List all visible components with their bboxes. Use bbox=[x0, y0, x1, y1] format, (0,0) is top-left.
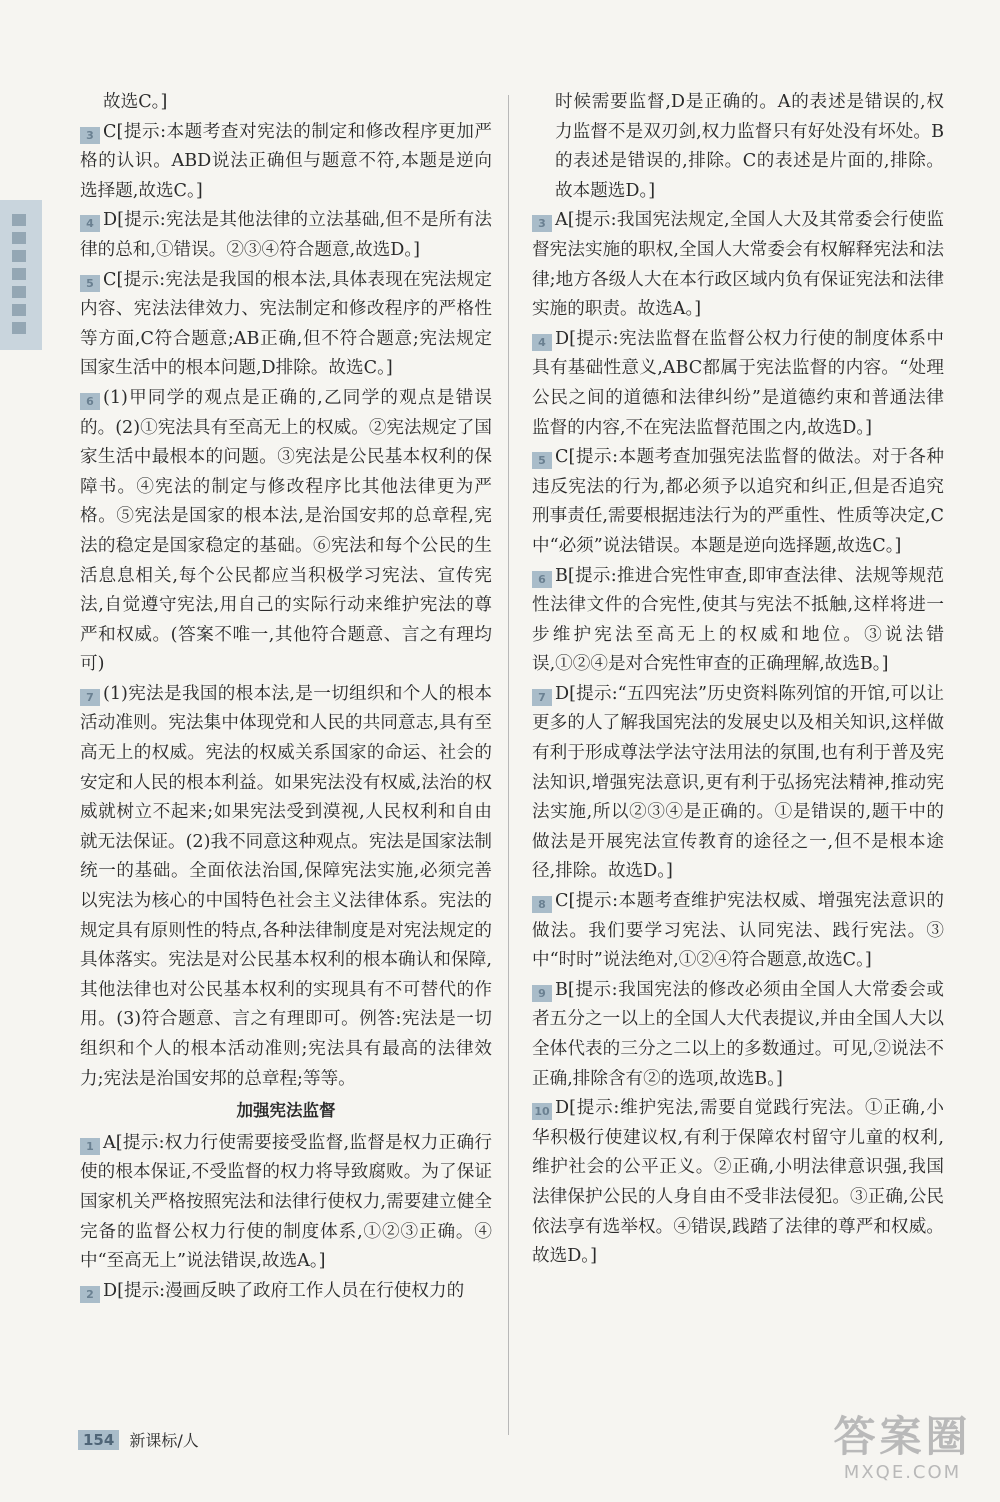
question-number-badge: 7 bbox=[532, 689, 552, 706]
sidebar-tab-stripe bbox=[12, 214, 26, 336]
answer-text: C[提示:宪法是我国的根本法,具体表现在宪法规定内容、宪法法律效力、宪法制定和修改程序的严格性等方面,C符合题意;AB正确,但不符合题意;宪法规定国家生活中的根本问题,D排除。故选C。] bbox=[80, 269, 492, 379]
answer-text: C[提示:本题考查加强宪法监督的做法。对于各种违反宪法的行为,都必须予以追究和纠正,但是否追究刑事责任,需要根据违法行为的严重性、性质等决定,C中“必须”说法错误。本题是逆向选择题,故选C。] bbox=[532, 447, 944, 556]
answer-item bbox=[532, 206, 944, 324]
question-number-badge: 7 bbox=[80, 689, 100, 706]
answer-item bbox=[532, 976, 944, 1094]
answer-text: C[提示:本题考查维护宪法权威、增强宪法意识的做法。我们要学习宪法、认同宪法、践行宪法。③中“时时”说法绝对,①②④符合题意,故选C。] bbox=[532, 891, 944, 971]
question-number-badge: 3 bbox=[80, 127, 100, 144]
answer-text: B[提示:推进合宪性审查,即审查法律、法规等规范性法律文件的合宪性,使其与宪法不抵触,这样将进一步维护宪法至高无上的权威和地位。③说法错误,①②④是对合宪性审查的正确理解,故选B。] bbox=[532, 565, 944, 675]
left-lead: 故选C。] bbox=[103, 92, 168, 112]
footer-label: 新课标/人 bbox=[129, 1431, 199, 1450]
watermark-logo bbox=[815, 1412, 990, 1494]
answer-text: D[提示:维护宪法,需要自觉践行宪法。①正确,小华积极行使建议权,有利于保障农村留守儿童的权利,维护社会的公平正义。②正确,小明法律意识强,我国法律保护公民的人身自由不受非法侵犯。③正确,公民依法享有选举权。④错误,践踏了法律的尊严和权威。故选D。] bbox=[532, 1098, 944, 1267]
answer-item bbox=[80, 680, 492, 1094]
answer-item bbox=[532, 562, 944, 680]
section-title: 加强宪法监督 bbox=[236, 1101, 336, 1121]
question-number-badge: 4 bbox=[532, 334, 552, 351]
answer-text: A[提示:权力行使需要接受监督,监督是权力正确行使的根本保证,不受监督的权力将导致腐败。为了保证国家机关严格按照宪法和法律行使权力,需要建立健全完备的监督公权力行使的制度体系,①②③正确。④中“至高无上”说法错误,故选A。] bbox=[80, 1132, 492, 1272]
answer-item bbox=[532, 1094, 944, 1272]
answer-item bbox=[80, 1129, 492, 1277]
question-number-badge: 6 bbox=[80, 393, 100, 410]
answer-item bbox=[80, 1277, 492, 1307]
question-number-badge: 10 bbox=[532, 1103, 552, 1120]
left-column bbox=[80, 88, 492, 1306]
question-number-badge: 8 bbox=[532, 896, 552, 913]
page-footer bbox=[78, 1428, 199, 1451]
answer-item bbox=[532, 680, 944, 887]
answer-text: D[提示:宪法监督在监督公权力行使的制度体系中具有基础性意义,ABC都属于宪法监督的内容。“处理公民之间的道德和法律纠纷”是道德约束和普通法律监督的内容,不在宪法监督范围之内,故选D。] bbox=[532, 328, 944, 438]
question-number-badge: 2 bbox=[80, 1286, 100, 1303]
right-column bbox=[532, 88, 944, 1272]
answer-text: A[提示:我国宪法规定,全国人大及其常委会行使监督宪法实施的职权,全国人大常委会有权解释宪法和法律;地方各级人大在本行政区域内负有保证宪法和法律实施的职责。故选A。] bbox=[532, 210, 944, 320]
answer-item bbox=[80, 384, 492, 680]
question-number-badge: 9 bbox=[532, 985, 552, 1002]
answer-item bbox=[80, 118, 492, 207]
question-number-badge: 1 bbox=[80, 1138, 100, 1155]
page-number: 154 bbox=[78, 1430, 119, 1450]
answer-item bbox=[80, 266, 492, 384]
answer-item bbox=[532, 887, 944, 976]
answer-item bbox=[532, 443, 944, 561]
answer-text: D[提示:宪法是其他法律的立法基础,但不是所有法律的总和,①错误。②③④符合题意,故选D。] bbox=[80, 210, 492, 260]
answer-text: D[提示:“五四宪法”历史资料陈列馆的开馆,可以让更多的人了解我国宪法的发展史以及相关知识,这样做有利于形成尊法学法守法用法的氛围,也有利于普及宪法知识,增强宪法意识,更有利于弘扬宪法精神,推动宪法实施,所以②③④是正确的。①是错误的,题干中的做法是开展宪法宣传教育的途径之一,但不是根本途径,排除。故选D。] bbox=[532, 683, 944, 882]
watermark-main: 答案圈 bbox=[833, 1412, 972, 1461]
answer-text: D[提示:漫画反映了政府工作人员在行使权力的 bbox=[103, 1280, 465, 1301]
question-number-badge: 6 bbox=[532, 571, 552, 588]
question-number-badge: 5 bbox=[80, 275, 100, 292]
answer-text: (1)甲同学的观点是正确的,乙同学的观点是错误的。(2)①宪法具有至高无上的权威。②宪法规定了国家生活中最根本的问题。③宪法是公民基本权利的保障书。④宪法的制定与修改程序比其他法律更为严格。⑤宪法是国家的根本法,是治国安邦的总章程,宪法的稳定是国家稳定的基础。⑥宪法和每个公民的生活息息相关,每个公民都应当积极学习宪法、宣传宪法,自觉遵守宪法,用自己的实际行动来维护宪法的尊严和权威。(答案不唯一,其他符合题意、言之有理均可) bbox=[80, 387, 492, 675]
right-lead: 时候需要监督,D是正确的。A的表述是错误的,权力监督不是双刃剑,权力监督只有好处没有坏处。B的表述是错误的,排除。C的表述是片面的,排除。故本题选D。] bbox=[555, 92, 944, 201]
question-number-badge: 3 bbox=[532, 215, 552, 232]
sidebar-tab bbox=[0, 200, 42, 350]
answer-text: C[提示:本题考查对宪法的制定和修改程序更加严格的认识。ABD说法正确但与题意不符,本题是逆向选择题,故选C。] bbox=[80, 121, 492, 201]
answer-text: (1)宪法是我国的根本法,是一切组织和个人的根本活动准则。宪法集中体现党和人民的共同意志,具有至高无上的权威。宪法的权威关系国家的命运、社会的安定和人民的根本利益。如果宪法没有权威,法治的权威就树立不起来;如果宪法受到漠视,人民权利和自由就无法保证。(2)我不同意这种观点。宪法是国家法制统一的基础。全面依法治国,保障宪法实施,必须完善以宪法为核心的中国特色社会主义法律体系。宪法的规定具有原则性的特点,各种法律制度是对宪法规定的具体落实。宪法是对公民基本权利的根本确认和保障,其他法律也对公民基本权利的实现具有不可替代的作用。(3)符合题意、言之有理即可。例答:宪法是一切组织和个人的根本活动准则;宪法具有最高的法律效力;宪法是治国安邦的总章程;等等。 bbox=[80, 683, 492, 1089]
answer-text: B[提示:我国宪法的修改必须由全国人大常委会或者五分之一以上的全国人大代表提议,并由全国人大以全体代表的三分之二以上的多数通过。可见,②说法不正确,排除含有②的选项,故选B。] bbox=[532, 979, 944, 1089]
watermark-sub: MXQE.COM bbox=[843, 1462, 962, 1483]
column-divider bbox=[508, 95, 509, 1435]
question-number-badge: 5 bbox=[532, 452, 552, 469]
answer-item bbox=[532, 325, 944, 443]
answer-item bbox=[80, 206, 492, 265]
question-number-badge: 4 bbox=[80, 215, 100, 232]
